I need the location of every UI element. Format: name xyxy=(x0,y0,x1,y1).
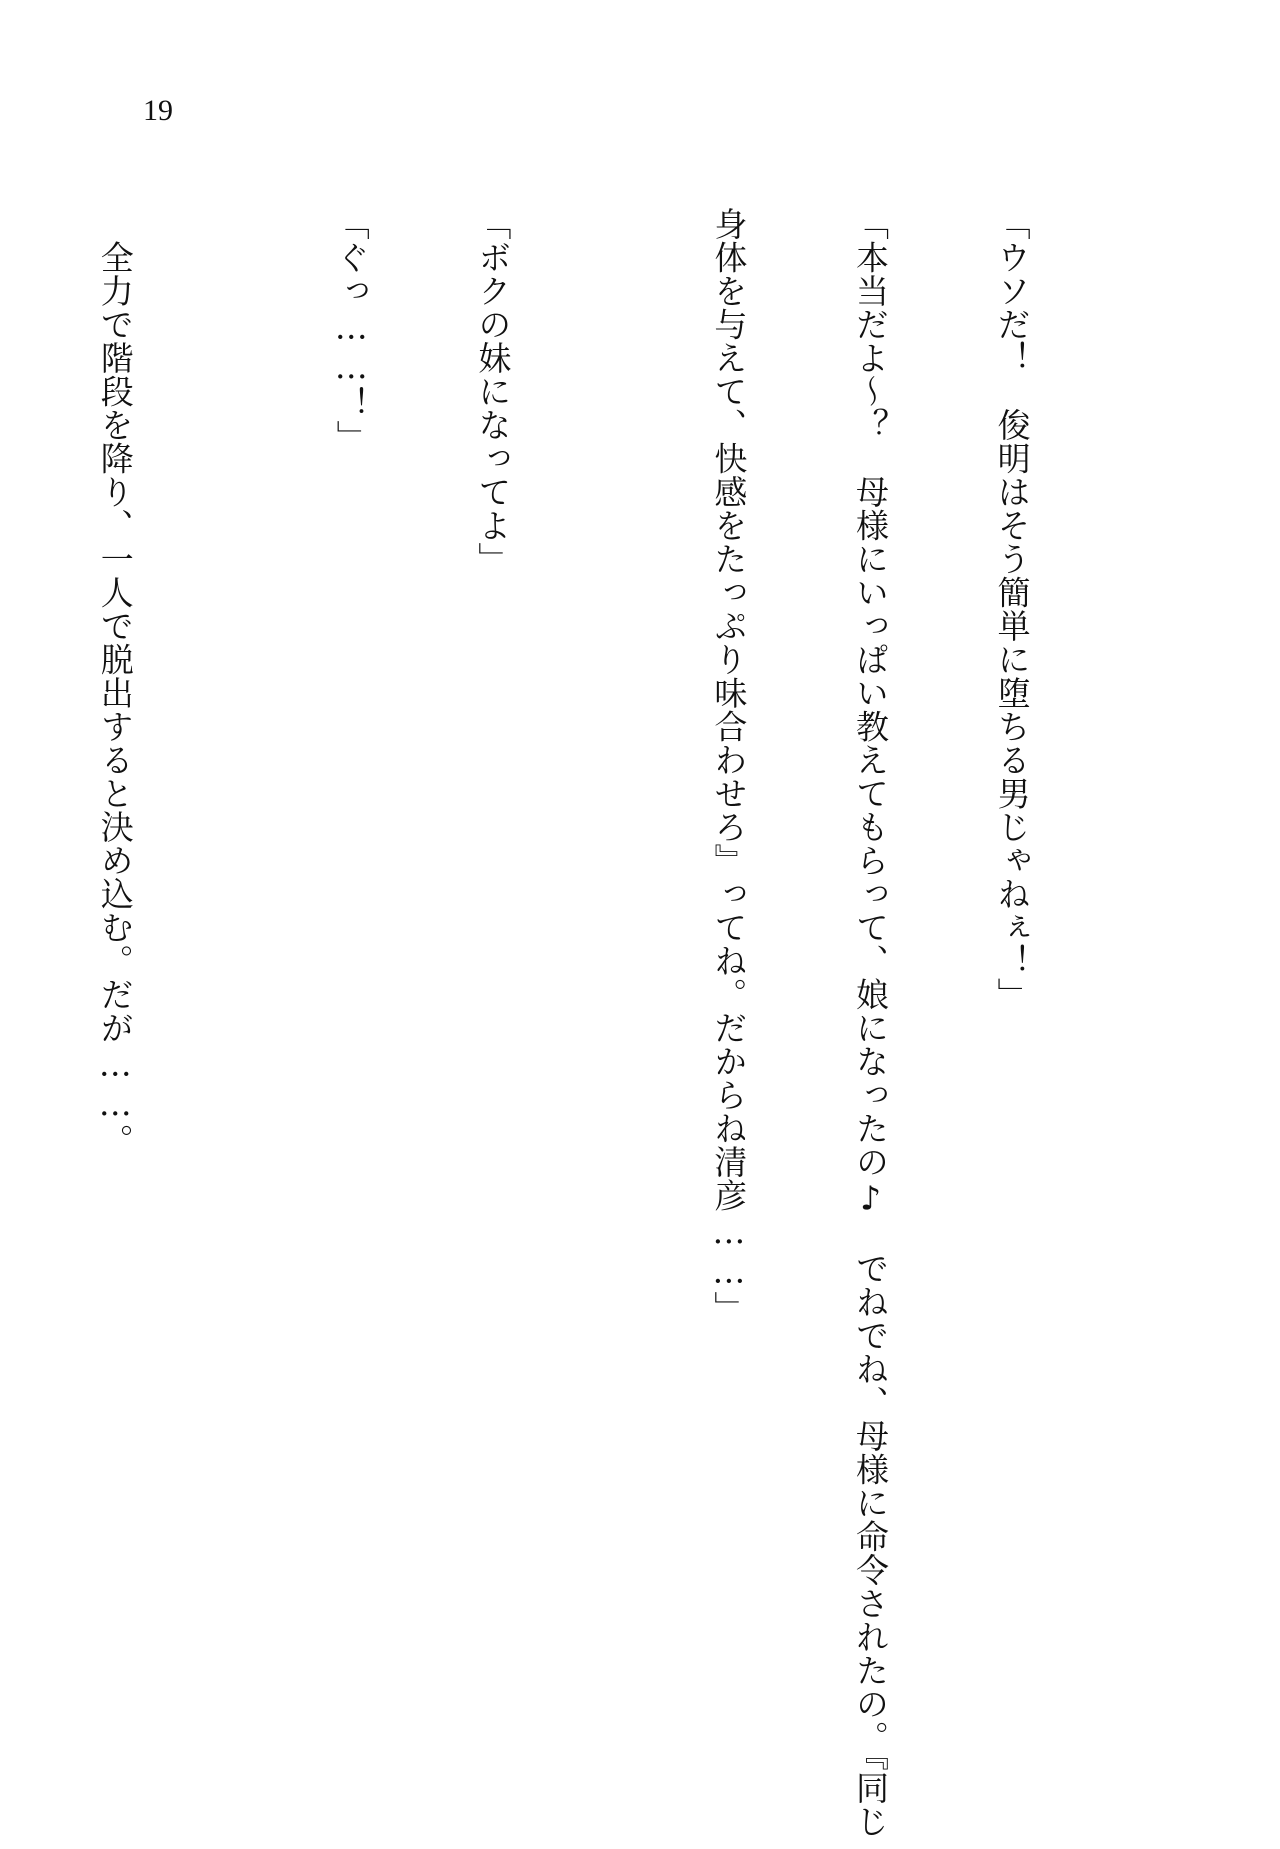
body-text xyxy=(0,207,1130,1838)
text-line: 全力で階段を降り、一人で脱出すると決め込む。だが……。 xyxy=(95,207,135,1157)
text-line: 「ぐっ……！」 xyxy=(331,207,371,454)
text-line: 「ボクの妹になってよ」 xyxy=(473,207,513,576)
text-line: 身体を与えて、快感をたっぷり味合わせろ』ってね。だからね清彦……」 xyxy=(709,207,749,1325)
text-line: 「本当だよ～？ 母様にいっぱい教えてもらって、娘になったの♪ でねでね、母様に命令されたの。『同じ xyxy=(850,207,890,1838)
page-number: 19 xyxy=(143,94,173,127)
text-line: 「ウソだ！ 俊明はそう簡単に堕ちる男じゃねぇ！」 xyxy=(992,207,1032,1011)
